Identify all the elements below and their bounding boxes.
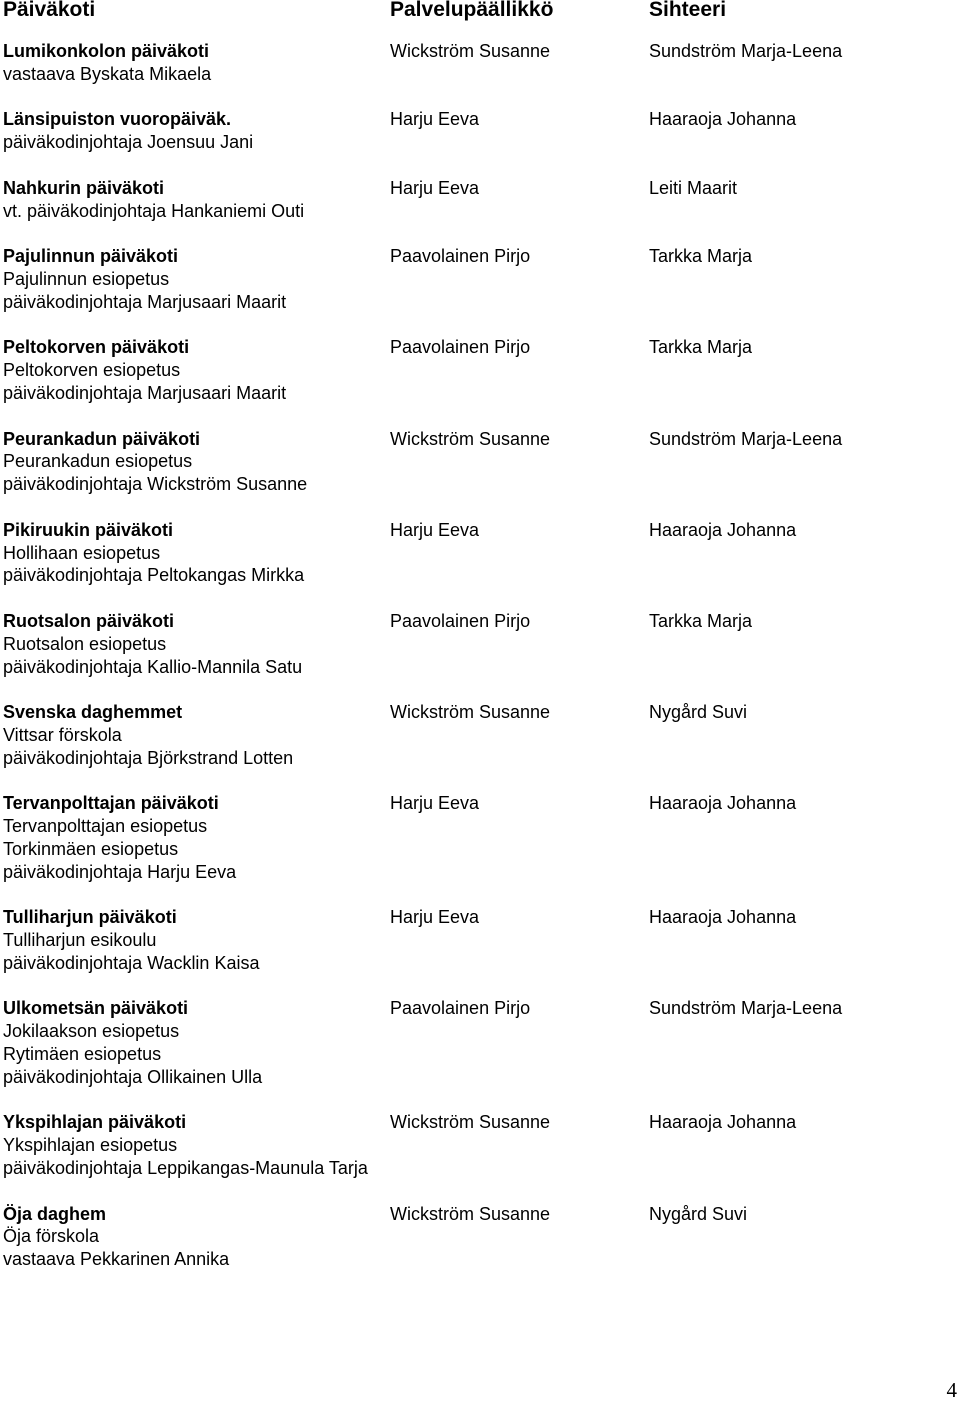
entry-detail-line: Peltokorven esiopetus [3, 360, 181, 381]
list-item [3, 336, 953, 404]
entry-detail-line: Vittsar förskola [3, 724, 122, 745]
entry-main-row [3, 177, 953, 200]
entry-detail-line: vastaava Pekkarinen Annika [3, 1249, 230, 1270]
entry-main-row [3, 519, 953, 542]
entry-detail-line: päiväkodinjohtaja Björkstrand Lotten [3, 747, 294, 768]
entry-main-row [3, 108, 953, 131]
service-manager-name: Wickström Susanne [390, 702, 551, 723]
secretary-name: Tarkka Marja [649, 610, 753, 631]
entry-main-row [3, 40, 953, 63]
entry-main-row [3, 997, 953, 1020]
secretary-name: Tarkka Marja [649, 337, 753, 358]
service-manager-name: Wickström Susanne [390, 41, 551, 61]
secretary-name: Nygård Suvi [649, 1203, 748, 1224]
kindergarten-name: Lumikonkolon päiväkoti [3, 41, 210, 61]
entry-detail-line: päiväkodinjohtaja Harju Eeva [3, 861, 237, 882]
entry-detail-line: päiväkodinjohtaja Kallio-Mannila Satu [3, 656, 303, 677]
kindergarten-name: Peurankadun päiväkoti [3, 428, 201, 449]
kindergarten-name: Peltokorven päiväkoti [3, 337, 190, 358]
header-service-manager: Palvelupäällikkö [390, 0, 554, 21]
kindergarten-name: Ulkometsän päiväkoti [3, 998, 189, 1019]
entry-detail-line: Tervanpolttajan esiopetus [3, 816, 208, 837]
entry-detail-line: päiväkodinjohtaja Marjusaari Maarit [3, 291, 287, 312]
list-item [3, 245, 953, 313]
service-manager-name: Harju Eeva [390, 793, 480, 814]
service-manager-name: Wickström Susanne [390, 1203, 551, 1224]
entry-detail-line: Öja förskola [3, 1226, 100, 1247]
kindergarten-list [3, 40, 953, 1271]
service-manager-name: Harju Eeva [390, 177, 480, 198]
entry-detail-line: Ruotsalon esiopetus [3, 633, 167, 654]
kindergarten-name: Tervanpolttajan päiväkoti [3, 793, 219, 814]
secretary-name: Haaraoja Johanna [649, 109, 797, 130]
entry-main-row [3, 1203, 953, 1226]
list-item [3, 610, 953, 678]
header-kindergarten: Päiväkoti [3, 0, 96, 21]
entry-main-row [3, 336, 953, 359]
service-manager-name: Wickström Susanne [390, 428, 551, 449]
entry-main-row [3, 245, 953, 268]
entry-detail-line: Peurankadun esiopetus [3, 451, 193, 472]
entry-detail-line: päiväkodinjohtaja Leppikangas-Maunula Tarja [3, 1158, 368, 1179]
table-header [3, 0, 953, 23]
entry-detail-line: Hollihaan esiopetus [3, 542, 161, 563]
document-page [3, 0, 953, 1294]
list-item [3, 906, 953, 974]
entry-detail-line: vt. päiväkodinjohtaja Hankaniemi Outi [3, 200, 305, 221]
kindergarten-name: Nahkurin päiväkoti [3, 177, 165, 198]
service-manager-name: Wickström Susanne [390, 1112, 551, 1133]
header-secretary: Sihteeri [649, 0, 727, 21]
list-item [3, 792, 953, 883]
service-manager-name: Paavolainen Pirjo [390, 610, 531, 631]
kindergarten-name: Pikiruukin päiväkoti [3, 519, 174, 540]
entry-main-row [3, 906, 953, 929]
secretary-name: Sundström Marja-Leena [649, 41, 843, 61]
entry-detail-line: päiväkodinjohtaja Joensuu Jani [3, 132, 254, 153]
page-number: 4 [946, 1378, 957, 1402]
entry-detail-line: Rytimäen esiopetus [3, 1044, 162, 1065]
kindergarten-name: Svenska daghemmet [3, 702, 183, 723]
secretary-name: Sundström Marja-Leena [649, 998, 843, 1019]
secretary-name: Leiti Maarit [649, 177, 738, 198]
service-manager-name: Paavolainen Pirjo [390, 998, 531, 1019]
entry-detail-line: vastaava Byskata Mikaela [3, 63, 212, 84]
entry-main-row [3, 1111, 953, 1134]
secretary-name: Sundström Marja-Leena [649, 428, 843, 449]
service-manager-name: Harju Eeva [390, 519, 480, 540]
entry-detail-line: Tulliharjun esikoulu [3, 930, 157, 951]
entry-detail-line: Torkinmäen esiopetus [3, 838, 179, 859]
secretary-name: Haaraoja Johanna [649, 519, 797, 540]
kindergarten-name: Tulliharjun päiväkoti [3, 907, 177, 928]
entry-detail-line: Pajulinnun esiopetus [3, 268, 170, 289]
list-item [3, 108, 953, 154]
list-item [3, 40, 953, 86]
list-item [3, 997, 953, 1088]
secretary-name: Tarkka Marja [649, 246, 753, 267]
list-item [3, 177, 953, 223]
kindergarten-name: Öja daghem [3, 1203, 107, 1224]
entry-detail-line: päiväkodinjohtaja Ollikainen Ulla [3, 1066, 263, 1087]
entry-detail-line: Jokilaakson esiopetus [3, 1021, 180, 1042]
entry-main-row [3, 792, 953, 815]
entry-main-row [3, 428, 953, 451]
kindergarten-name: Pajulinnun päiväkoti [3, 246, 179, 267]
secretary-name: Haaraoja Johanna [649, 1112, 797, 1133]
service-manager-name: Harju Eeva [390, 109, 480, 130]
entry-main-row [3, 610, 953, 633]
service-manager-name: Paavolainen Pirjo [390, 337, 531, 358]
service-manager-name: Paavolainen Pirjo [390, 246, 531, 267]
secretary-name: Haaraoja Johanna [649, 793, 797, 814]
kindergarten-name: Ruotsalon päiväkoti [3, 610, 175, 631]
list-item [3, 1203, 953, 1271]
secretary-name: Nygård Suvi [649, 702, 748, 723]
entry-detail-line: päiväkodinjohtaja Wickström Susanne [3, 474, 308, 495]
entry-detail-line: päiväkodinjohtaja Wacklin Kaisa [3, 952, 260, 973]
list-item [3, 428, 953, 496]
entry-detail-line: Ykspihlajan esiopetus [3, 1135, 178, 1156]
kindergarten-name: Ykspihlajan päiväkoti [3, 1112, 187, 1133]
entry-detail-line: päiväkodinjohtaja Peltokangas Mirkka [3, 565, 305, 586]
secretary-name: Haaraoja Johanna [649, 907, 797, 928]
kindergarten-name: Länsipuiston vuoropäiväk. [3, 109, 232, 130]
entry-detail-line: päiväkodinjohtaja Marjusaari Maarit [3, 382, 287, 403]
entry-main-row [3, 701, 953, 724]
list-item [3, 519, 953, 587]
service-manager-name: Harju Eeva [390, 907, 480, 928]
list-item [3, 701, 953, 769]
list-item [3, 1111, 953, 1179]
